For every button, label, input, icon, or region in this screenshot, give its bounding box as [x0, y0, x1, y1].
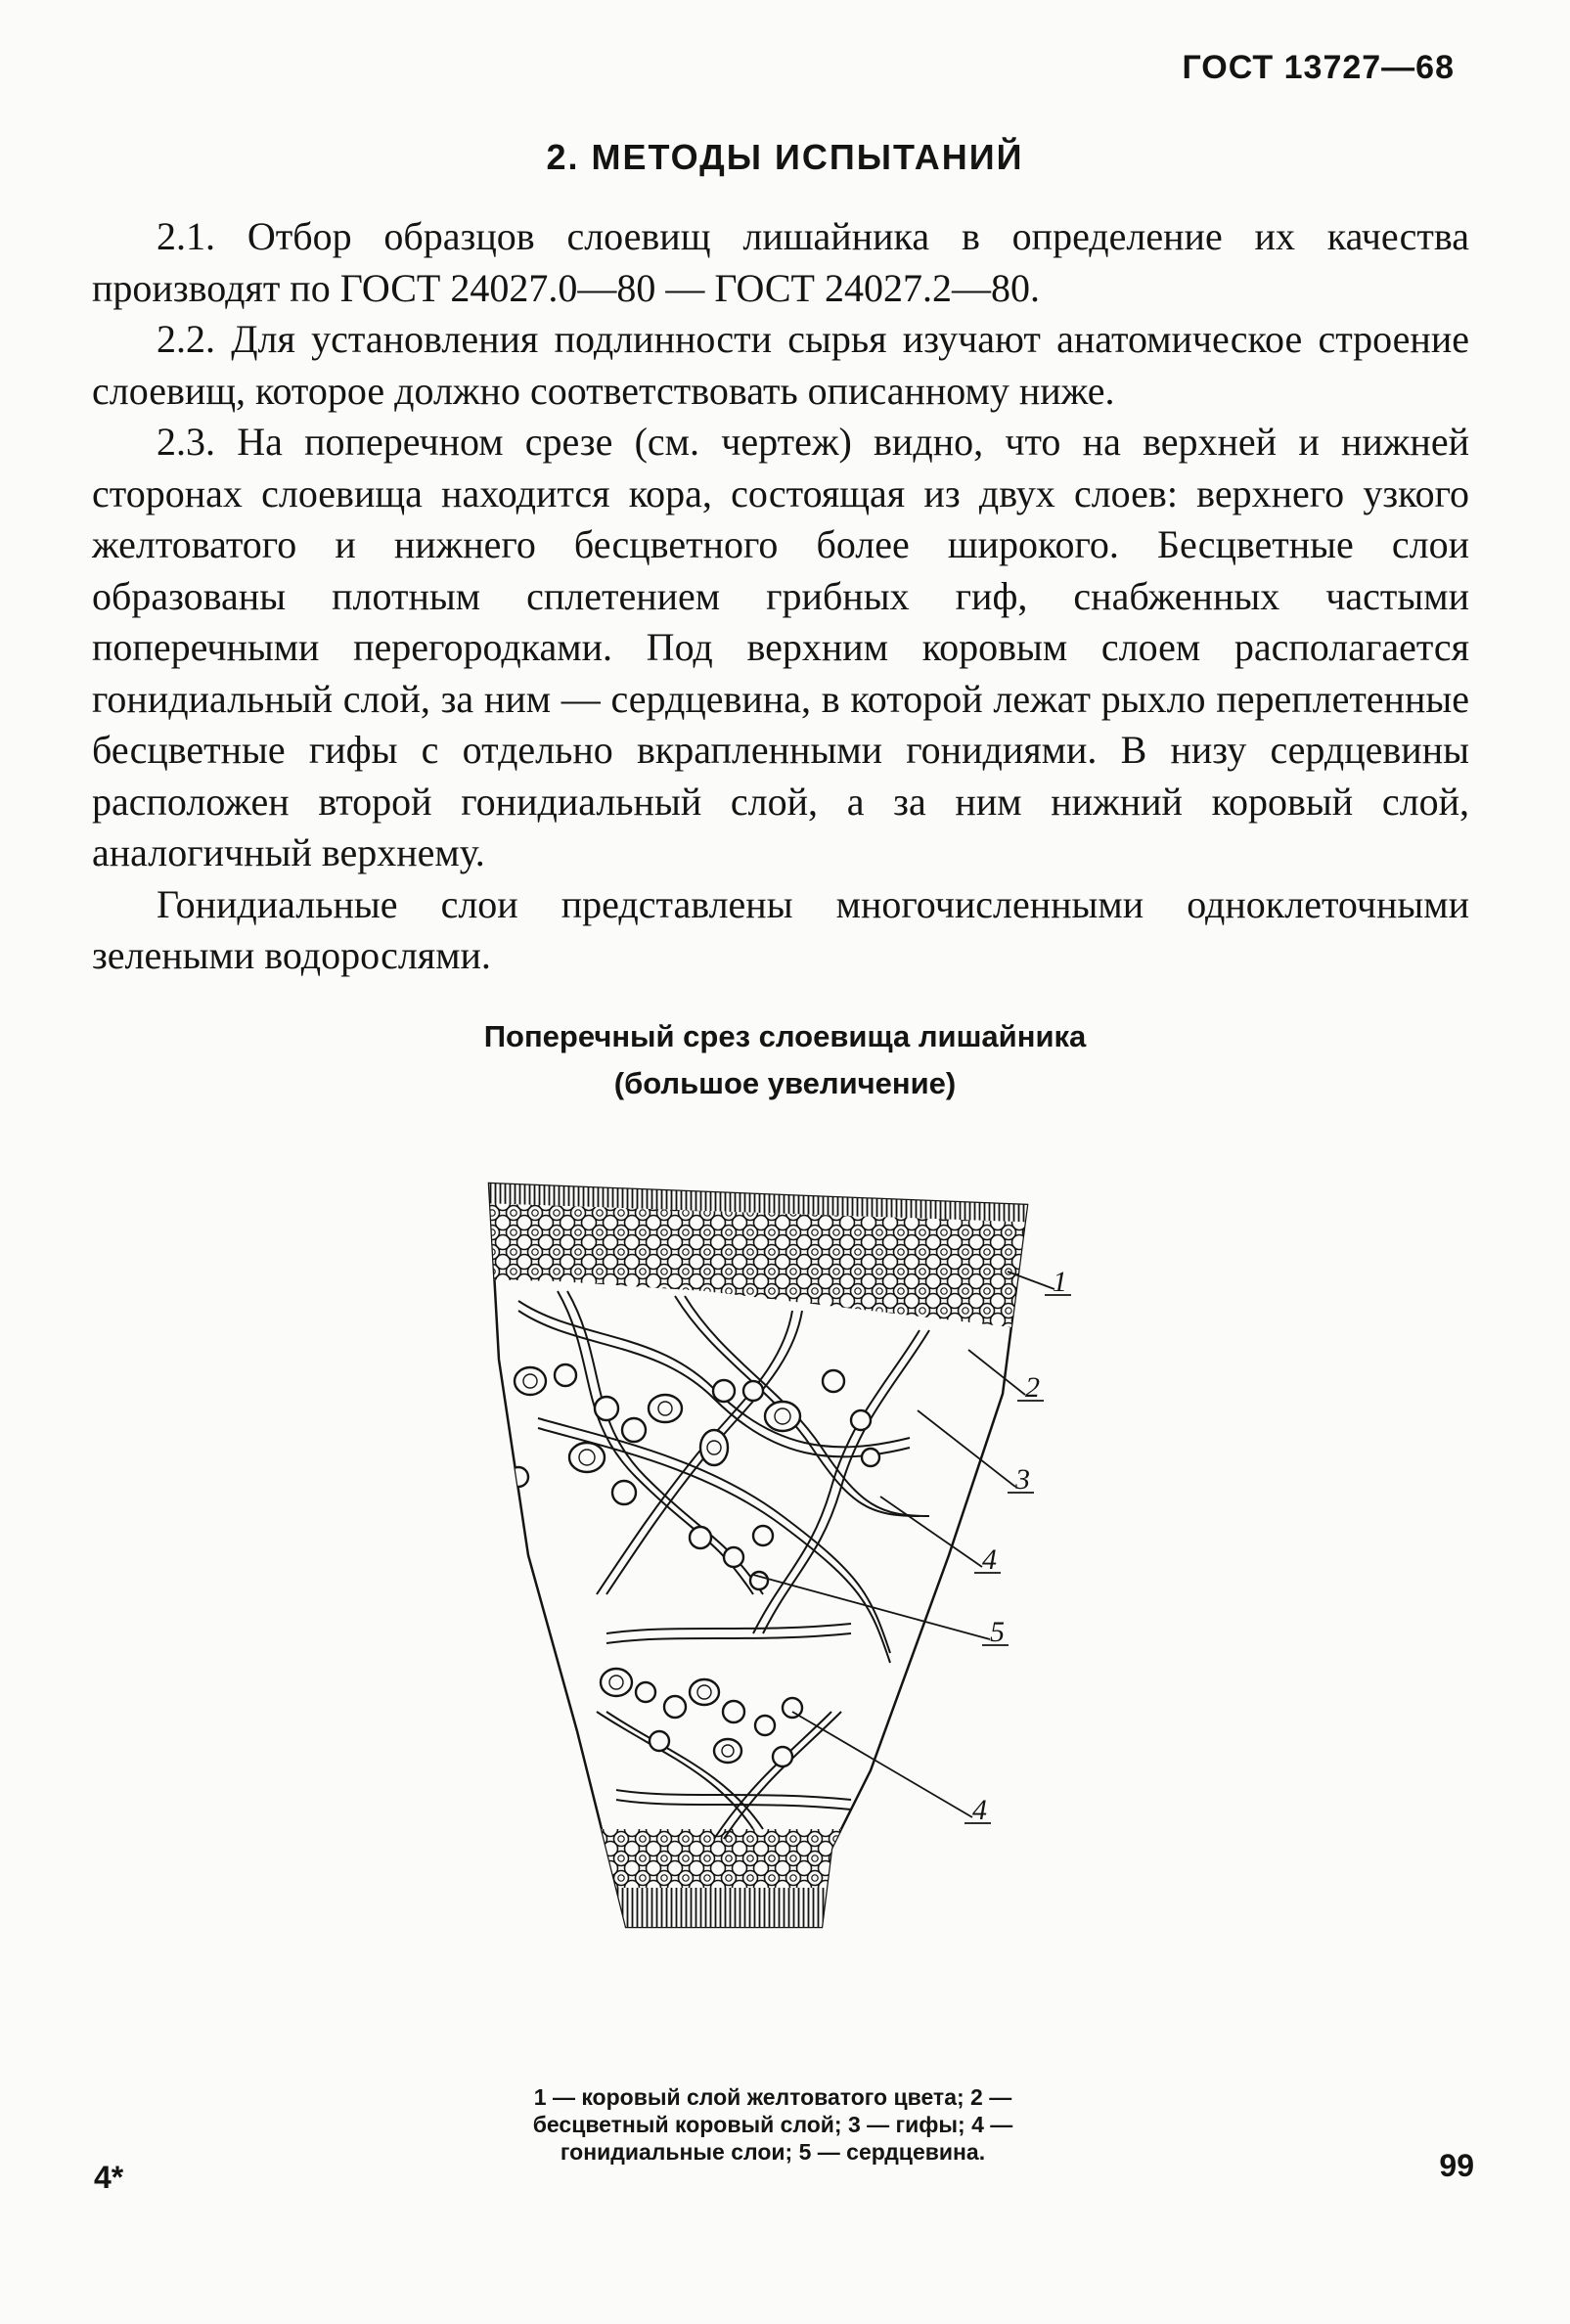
caption-line-3: гонидиальные слои; 5 — сердцевина.: [560, 2139, 986, 2165]
figure-label-1: 1: [1053, 1266, 1067, 1298]
paragraph-2-1: 2.1. Отбор образцов слоевищ лишайника в определение их качества производят по ГОСТ 24027.0—80 — ГОСТ 24027.2—80.: [92, 214, 1469, 310]
caption-line-1: 1 — коровый слой желтоватого цвета; 2 —: [533, 2084, 1012, 2110]
paragraph-2-3: 2.3. На поперечном срезе (см. чертеж) видно, что на верхней и нижней сторонах слоевища находится кора, состоящая из двух слоев: верхнего узкого желтоватого и нижнего бесцветного более широкого. Бесцветные слои образованы плотным сплетением грибных гиф, снабженных частыми поперечными перегородками. Под верхним коровым слоем располагается гонидиальный слой, за ним — сердцевина, в которой лежат рыхло переплетенные бесцветные гифы с отдельно вкрапленными гонидиями. В низу сердцевины расположен второй гонидиальный слой, а за ним нижний коровый слой, аналогичный верхнему.: [92, 420, 1469, 874]
paragraph-2-2: 2.2. Для установления подлинности сырья изучают анатомическое строение слоевищ, которое должно соответствовать описанному ниже.: [92, 317, 1469, 413]
lichen-cross-section-figure: [460, 1164, 1086, 2025]
standard-code-header: ГОСТ 13727—68: [1182, 49, 1455, 86]
body-text: [92, 211, 1469, 982]
signature-mark: 4*: [94, 2160, 124, 2195]
lower-cortex-colourless: [577, 1829, 890, 1888]
figure-title: [0, 1013, 1570, 1107]
page-number: 99: [1439, 2148, 1474, 2183]
paragraph-gonidial: Гонидиальные слои представлены многочисленными одноклеточными зелеными водорослями.: [92, 881, 1469, 977]
section-title: 2. МЕТОДЫ ИСПЫТАНИЙ: [546, 137, 1024, 177]
figure-label-4b: 4: [972, 1794, 987, 1826]
caption-line-2: бесцветный коровый слой; 3 — гифы; 4 —: [532, 2112, 1013, 2137]
figure-label-4a: 4: [982, 1543, 997, 1576]
figure-label-5: 5: [990, 1616, 1005, 1648]
figure-title-line-1: Поперечный срез слоевища лишайника: [483, 1019, 1087, 1053]
figure-label-3: 3: [1015, 1463, 1030, 1496]
figure-title-line-2: (большое увеличение): [613, 1066, 957, 1100]
figure-caption: [450, 2083, 1096, 2166]
figure-label-2: 2: [1025, 1371, 1040, 1404]
